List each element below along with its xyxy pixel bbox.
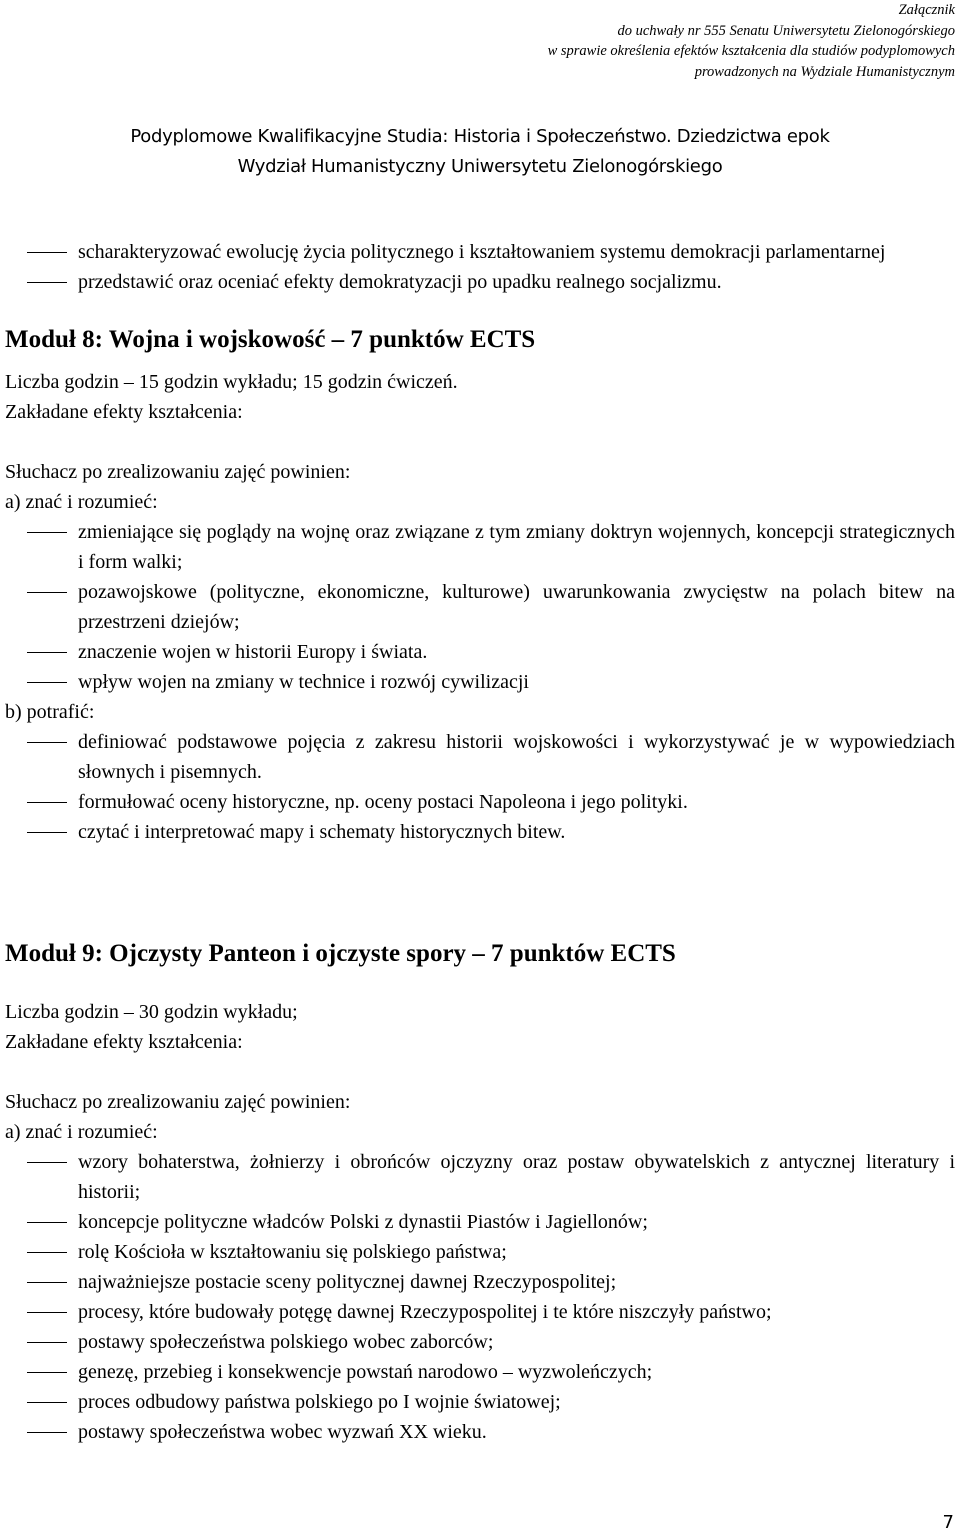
intro-bullet: przedstawić oraz oceniać efekty demokratyzacji po upadku realnego socjalizmu. <box>5 267 955 297</box>
module-9-know-label: a) znać i rozumieć: <box>5 1121 158 1143</box>
module-9-student-label: Słuchacz po zrealizowaniu zajęć powinien: <box>5 1091 351 1113</box>
module-8-skill-item: czytać i interpretować mapy i schematy historycznych bitew. <box>5 817 955 847</box>
module-9-know-item: rolę Kościoła w kształtowaniu się polskiego państwa; <box>5 1237 955 1267</box>
faculty-title: Wydział Humanistyczny Uniwersytetu Zielonogórskiego <box>237 156 723 177</box>
document-body <box>5 237 955 1447</box>
annex-faculty: prowadzonych na Wydziale Humanistycznym <box>694 63 955 80</box>
intro-bullet: scharakteryzować ewolucję życia politycznego i kształtowaniem systemu demokracji parlamentarnej <box>5 237 955 267</box>
module-8-skills-label: b) potrafić: <box>5 701 95 723</box>
module-8-skill-item: formułować oceny historyczne, np. oceny postaci Napoleona i jego polityki. <box>5 787 955 817</box>
annex-title: Załącznik <box>898 2 955 18</box>
document-header <box>0 122 960 182</box>
annex-subject: w sprawie określenia efektów kształcenia dla studiów podyplomowych <box>547 43 955 59</box>
module-9-know-item: wzory bohaterstwa, żołnierzy i obrońców ojczyzny oraz postaw obywatelskich z antycznej literatury i historii; <box>5 1147 955 1207</box>
module-9-know-item: genezę, przebieg i konsekwencje powstań narodowo – wyzwoleńczych; <box>5 1357 955 1387</box>
module-9-know-item: proces odbudowy państwa polskiego po I wojnie światowej; <box>5 1387 955 1417</box>
module-8-know-item: pozawojskowe (polityczne, ekonomiczne, kulturowe) uwarunkowania zwycięstw na polach bitew na przestrzeni dziejów; <box>5 577 955 637</box>
page-number: 7 <box>942 1512 954 1533</box>
module-8-effects-label: Zakładane efekty kształcenia: <box>5 401 243 423</box>
annex-resolution: do uchwały nr 555 Senatu Uniwersytetu Zielonogórskiego <box>617 22 955 39</box>
module-8-student-label: Słuchacz po zrealizowaniu zajęć powinien: <box>5 461 351 483</box>
module-9-know-item: koncepcje polityczne władców Polski z dynastii Piastów i Jagiellonów; <box>5 1207 955 1237</box>
module-8-know-item: znaczenie wojen w historii Europy i świata. <box>5 637 955 667</box>
module-8-know-item: wpływ wojen na zmiany w technice i rozwój cywilizacji <box>5 667 955 697</box>
module-9-know-item: postawy społeczeństwa wobec wyzwań XX wieku. <box>5 1417 955 1447</box>
module-9-know-item: procesy, które budowały potęgę dawnej Rzeczypospolitej i te które niszczyły państwo; <box>5 1297 955 1327</box>
module-9-know-item: najważniejsze postacie sceny politycznej dawnej Rzeczypospolitej; <box>5 1267 955 1297</box>
module-9-know-item: postawy społeczeństwa polskiego wobec zaborców; <box>5 1327 955 1357</box>
module-9-title: Moduł 9: Ojczysty Panteon i ojczyste spory – 7 punktów ECTS <box>5 940 676 967</box>
program-title: Podyplomowe Kwalifikacyjne Studia: Historia i Społeczeństwo. Dziedzictwa epok <box>130 126 830 147</box>
annex-note <box>548 0 955 82</box>
module-8-know-label: a) znać i rozumieć: <box>5 491 158 513</box>
module-9-hours: Liczba godzin – 30 godzin wykładu; <box>5 1001 298 1023</box>
module-9-effects-label: Zakładane efekty kształcenia: <box>5 1031 243 1053</box>
module-8-hours: Liczba godzin – 15 godzin wykładu; 15 godzin ćwiczeń. <box>5 371 458 393</box>
module-8-title: Moduł 8: Wojna i wojskowość – 7 punktów ECTS <box>5 326 536 353</box>
module-8-skill-item: definiować podstawowe pojęcia z zakresu historii wojskowości i wykorzystywać je w wypowiedziach słownych i pisemnych. <box>5 727 955 787</box>
module-8-know-item: zmieniające się poglądy na wojnę oraz związane z tym zmiany doktryn wojennych, koncepcji strategicznych i form walki; <box>5 517 955 577</box>
